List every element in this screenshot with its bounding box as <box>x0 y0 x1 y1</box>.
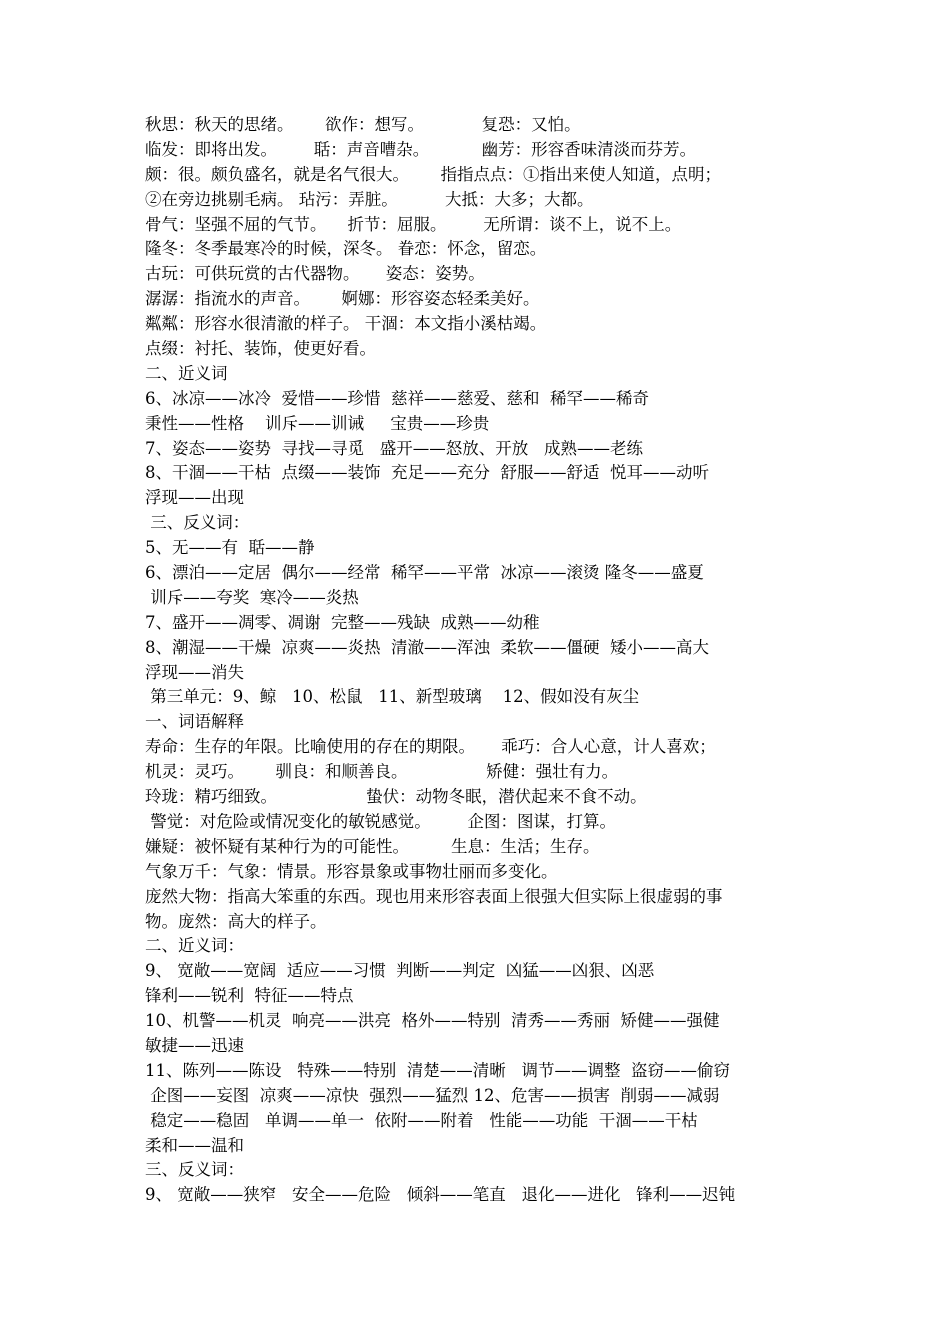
text-line: 物。庞然：高大的样子。 <box>145 911 327 931</box>
document-page <box>145 113 815 1208</box>
text-line: 企图——妄图 凉爽——凉快 强烈——猛烈 12、危害——损害 削弱——减弱 <box>145 1085 720 1105</box>
text-line: 玲珑：精巧细致。 蛰伏：动物冬眠，潜伏起来不食不动。 <box>145 787 647 807</box>
unit-heading: 第三单元：9、鲸 10、松鼠 11、新型玻璃 12、假如没有灰尘 <box>145 687 640 707</box>
text-line: 潺潺：指流水的声音。 婀娜：形容姿态轻柔美好。 <box>145 289 540 309</box>
text-line: 11、陈列——陈设 特殊——特别 清楚——清晰 调节——调整 盗窃——偷窃 <box>145 1060 730 1080</box>
section-heading: 三、反义词： <box>145 1160 244 1180</box>
text-line: 隆冬：冬季最寒冷的时候，深冬。 眷恋：怀念，留恋。 <box>145 239 547 259</box>
text-line: 秋思：秋天的思绪。 欲作：想写。 复恐：又怕。 <box>145 115 581 134</box>
text-line: 点缀：衬托、装饰，使更好看。 <box>145 339 376 359</box>
text-line: 古玩：可供玩赏的古代器物。 姿态：姿势。 <box>145 264 485 284</box>
text-line: 敏捷——迅速 <box>145 1035 244 1055</box>
text-line: 浮现——消失 <box>145 662 244 682</box>
text-line: 粼粼：形容水很清澈的样子。 干涸：本文指小溪枯竭。 <box>145 314 547 334</box>
section-heading: 一、词语解释 <box>145 712 244 732</box>
text-line: 6、冰凉——冰冷 爱惜——珍惜 慈祥——慈爱、慈和 稀罕——稀奇 <box>145 388 649 408</box>
text-line: 锋利——锐利 特征——特点 <box>145 986 354 1006</box>
text-line: 浮现——出现 <box>145 488 244 508</box>
text-line: 颇：很。颇负盛名，就是名气很大。 指指点点：①指出来使人知道，点明； <box>145 164 721 184</box>
text-line: 机灵：灵巧。 驯良：和顺善良。 矫健：强壮有力。 <box>145 762 619 782</box>
text-line: 临发：即将出发。 聒：声音嘈杂。 幽芳：形容香味清淡而芬芳。 <box>145 139 697 159</box>
text-line: 5、无——有 聒——静 <box>145 538 315 558</box>
text-line: 骨气：坚强不屈的气节。 折节：屈服。 无所谓：谈不上，说不上。 <box>145 214 682 234</box>
text-line: 气象万千：气象：情景。形容景象或事物壮丽而多变化。 <box>145 861 558 881</box>
text-line: 7、盛开——凋零、凋谢 完整——残缺 成熟——幼稚 <box>145 612 540 632</box>
section-heading: 二、近义词： <box>145 936 244 956</box>
text-line: 寿命：生存的年限。比喻使用的存在的期限。 乖巧：合人心意，计人喜欢； <box>145 737 716 757</box>
text-line: ②在旁边挑剔毛病。 玷污：弄脏。 大抵：大多；大都。 <box>145 189 594 209</box>
text-line: 庞然大物：指高大笨重的东西。现也用来形容表面上很强大但实际上很虚弱的事 <box>145 886 723 906</box>
text-line: 8、潮湿——干燥 凉爽——炎热 清澈——浑浊 柔软——僵硬 矮小——高大 <box>145 637 709 657</box>
text-line: 7、姿态——姿势 寻找—寻觅 盛开——怒放、开放 成熟——老练 <box>145 438 643 458</box>
text-line: 9、 宽敞——狭窄 安全——危险 倾斜——笔直 退化——进化 锋利——迟钝 <box>145 1185 736 1205</box>
text-line: 6、漂泊——定居 偶尔——经常 稀罕——平常 冰凉——滚烫 隆冬——盛夏 <box>145 563 704 583</box>
text-line: 柔和——温和 <box>145 1135 244 1155</box>
section-heading: 三、反义词： <box>145 513 250 533</box>
text-line: 10、机警——机灵 响亮——洪亮 格外——特别 清秀——秀丽 矫健——强健 <box>145 1011 720 1031</box>
text-line: 稳定——稳固 单调——单一 依附——附着 性能——功能 干涸——干枯 <box>145 1110 698 1130</box>
section-heading: 二、近义词 <box>145 363 228 383</box>
text-line: 训斥——夸奖 寒冷——炎热 <box>145 587 359 607</box>
text-line: 9、 宽敞——宽阔 适应——习惯 判断——判定 凶猛——凶狠、凶恶 <box>145 961 655 981</box>
text-line: 8、干涸——干枯 点缀——装饰 充足——充分 舒服——舒适 悦耳——动听 <box>145 463 709 483</box>
text-line: 秉性——性格 训斥——训诫 宝贵——珍贵 <box>145 413 490 433</box>
text-line: 警觉：对危险或情况变化的敏锐感觉。 企图：图谋，打算。 <box>145 811 616 831</box>
text-line: 嫌疑：被怀疑有某种行为的可能性。 生息：生活；生存。 <box>145 836 600 856</box>
